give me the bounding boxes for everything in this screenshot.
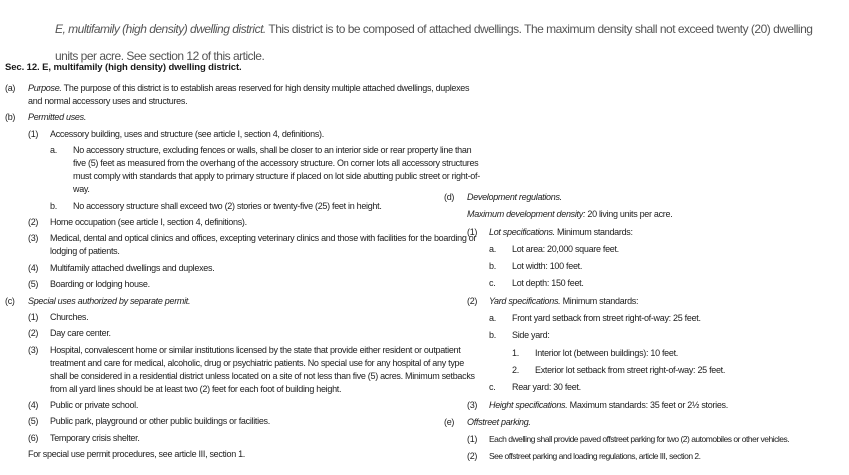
list-item [5, 82, 481, 108]
item-italic-lead: Maximum development density: [467, 209, 586, 220]
item-label: c. [489, 278, 496, 289]
item-text: Hospital, convalescent home or similar institutions licensed by the state that provide either resident or outpatient treatment and care for medical, alcoholic, drug or psychiatric patients. No special use for any hospital of any type shall be considered in a residential district unless located on a site of not less than five (5) acres. Minimum setbacks from all yard lines should be at least two (2) feet for each foot of building height. [50, 344, 475, 394]
list-item [5, 344, 481, 396]
list-item [444, 226, 849, 239]
list-item [5, 327, 481, 340]
list-item [444, 450, 849, 463]
item-text: No accessory structure shall exceed two (2) stories or twenty-five (25) feet in height. [73, 200, 382, 211]
list-item [5, 295, 481, 308]
list-item [5, 144, 481, 196]
item-label: (d) [444, 192, 455, 202]
list-item [444, 347, 849, 360]
item-label: (1) [28, 311, 39, 322]
item-label: (2) [467, 295, 478, 306]
item-italic-lead: Lot specifications. [489, 226, 555, 237]
item-text: Side yard: [512, 330, 550, 341]
item-text [467, 191, 849, 204]
item-label: (5) [28, 416, 39, 427]
item-text: Lot depth: 150 feet. [512, 278, 584, 289]
item-label: (1) [467, 226, 478, 237]
item-text: Churches. [50, 311, 89, 322]
list-item [5, 311, 481, 324]
item-label: (3) [467, 399, 478, 410]
item-text: Home occupation (see article I, section 4, definitions). [50, 216, 247, 227]
item-label: b. [489, 261, 496, 272]
item-text: Boarding or lodging house. [50, 279, 150, 290]
list-item [5, 415, 481, 428]
intro-text: This district is to be composed of attached dwellings. The maximum density shall not exceed twenty (20) dwelling units per acre. See section 12 of this article. [55, 22, 813, 63]
item-label: a. [489, 243, 496, 254]
list-item [444, 191, 849, 204]
list-item [444, 329, 849, 342]
item-label: (a) [5, 83, 16, 93]
list-item [5, 262, 481, 275]
item-text: Front yard setback from street right-of-way: 25 feet. [512, 313, 701, 324]
list-item [5, 232, 481, 258]
item-label: (3) [28, 233, 39, 244]
list-item [444, 416, 849, 429]
item-label: a. [50, 145, 57, 156]
list-item [5, 278, 481, 291]
list-item [444, 399, 849, 412]
item-italic-lead: Height specifications. [489, 399, 568, 410]
item-text: Each dwelling shall provide paved offstreet parking for two (2) automobiles or other vehicles. [489, 434, 790, 445]
left-column [5, 82, 481, 465]
item-label: (5) [28, 279, 39, 290]
item-label: (b) [5, 112, 16, 123]
item-text [28, 295, 481, 308]
item-text [467, 416, 849, 429]
item-label: (c) [5, 295, 15, 306]
list-item [444, 364, 849, 377]
item-label: (2) [28, 216, 39, 227]
item-text: Lot specifications. Minimum standards: [489, 226, 633, 237]
item-text: Interior lot (between buildings): 10 feet. [535, 347, 678, 358]
item-text: Maximum development density: 20 living units per acre. [467, 209, 673, 220]
item-italic-lead: Permitted uses. [28, 112, 87, 123]
item-label: 2. [512, 364, 519, 375]
item-text [28, 111, 481, 124]
item-label: (4) [28, 262, 39, 273]
list-item [5, 432, 481, 445]
item-label: (1) [28, 128, 39, 139]
item-label: (6) [28, 432, 39, 443]
item-label: c. [489, 382, 496, 393]
item-text: Exterior lot setback from street right-of-way: 25 feet. [535, 364, 726, 375]
item-text: Day care center. [50, 328, 111, 339]
list-item [444, 260, 849, 273]
item-label: (2) [467, 451, 478, 462]
item-text: Rear yard: 30 feet. [512, 382, 581, 393]
list-item [444, 295, 849, 308]
item-label: (e) [444, 416, 455, 427]
item-text: For special use permit procedures, see article III, section 1. [28, 449, 246, 460]
item-italic-lead: Yard specifications. [489, 295, 561, 306]
item-text: Lot width: 100 feet. [512, 261, 583, 272]
item-label: 1. [512, 347, 519, 358]
item-italic-lead: Offstreet parking. [467, 416, 531, 427]
item-label: a. [489, 313, 496, 324]
item-text: Temporary crisis shelter. [50, 432, 140, 443]
item-text: Purpose. The purpose of this district is to establish areas reserved for high density multiple attached dwellings, duplexes and normal accessory uses and structures. [28, 83, 470, 106]
item-text: No accessory structure, excluding fences or walls, shall be closer to an interior side or rear property line than five (5) feet as measured from the overhang of the accessory structure. On corner lots all accessory structures must comply with standards that apply to primary structure if placed on lot side abutting public street or right-of-way. [73, 145, 480, 195]
list-item [5, 111, 481, 124]
item-text: Public park, playground or other public buildings or facilities. [50, 416, 270, 427]
item-italic-lead: Development regulations. [467, 192, 562, 202]
item-text: Multifamily attached dwellings and duplexes. [50, 262, 215, 273]
item-text: Height specifications. Maximum standards: 35 feet or 2½ stories. [489, 399, 728, 410]
list-item [5, 448, 481, 461]
item-text: Lot area: 20,000 square feet. [512, 243, 619, 254]
item-label: (1) [467, 434, 478, 445]
item-text: Accessory building, uses and structure (see article I, section 4, definitions). [50, 128, 324, 139]
item-text: Medical, dental and optical clinics and offices, excepting veterinary clinics and those with facilities for the boarding or lodging of patients. [50, 233, 477, 257]
list-item [444, 381, 849, 394]
list-item [5, 200, 481, 213]
list-item [5, 128, 481, 141]
list-item [5, 399, 481, 412]
list-item [444, 277, 849, 290]
right-column [444, 191, 849, 468]
item-italic-lead: Purpose. [28, 83, 62, 93]
item-text: Yard specifications. Minimum standards: [489, 295, 639, 306]
list-item [444, 208, 849, 221]
list-item [444, 433, 849, 446]
item-label: b. [50, 200, 57, 211]
list-item [5, 216, 481, 229]
list-item [444, 243, 849, 256]
section-heading: Sec. 12. E, multifamily (high density) dwelling district. [5, 62, 242, 73]
item-text: See offstreet parking and loading regulations, article III, section 2. [489, 451, 701, 462]
item-label: b. [489, 330, 496, 341]
list-item [444, 312, 849, 325]
item-italic-lead: Special uses authorized by separate permit. [28, 295, 191, 306]
item-label: (2) [28, 328, 39, 339]
item-label: (3) [28, 344, 39, 355]
intro-lead-italic: E, multifamily (high density) dwelling district. [55, 22, 266, 36]
item-label: (4) [28, 400, 39, 411]
item-text: Public or private school. [50, 400, 139, 411]
